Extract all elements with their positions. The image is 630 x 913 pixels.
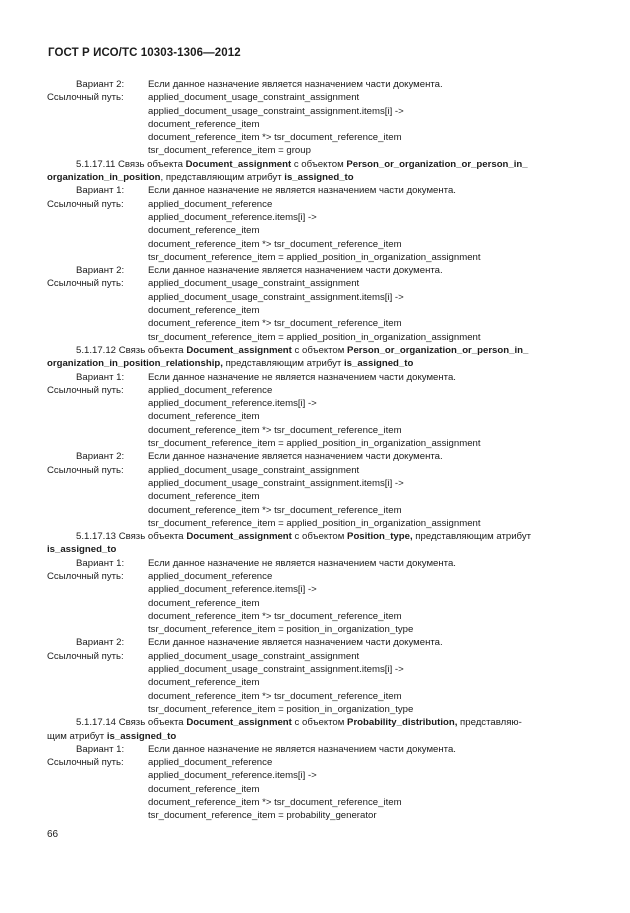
path-row xyxy=(47,623,587,636)
variant-row xyxy=(47,371,587,384)
heading-text: представляю- xyxy=(457,717,522,729)
variant-text: Если данное назначение является назначением части документа. xyxy=(148,265,443,277)
path-line: tsr_document_reference_item = applied_position_in_organization_assignment xyxy=(148,438,481,450)
path-row xyxy=(47,144,587,157)
path-line: applied_document_reference xyxy=(148,384,273,396)
sections-container xyxy=(47,158,587,823)
variant-label: Вариант 2: xyxy=(76,79,125,90)
entity-name: Position_type, xyxy=(347,531,413,543)
variant-label: Вариант 1: xyxy=(76,185,125,197)
path-line: applied_document_usage_constraint_assignment.items[i] -> xyxy=(148,291,404,303)
variant-label: Вариант 1: xyxy=(76,371,125,383)
path-line: applied_document_reference.items[i] -> xyxy=(148,211,317,223)
variant-row xyxy=(47,557,587,570)
path-line: applied_document_usage_constraint_assignment xyxy=(148,650,360,662)
path-line: applied_document_reference xyxy=(148,757,273,769)
heading-text: с объектом xyxy=(291,158,347,170)
path-row xyxy=(47,676,587,689)
path-line: tsr_document_reference_item = probability_generator xyxy=(148,810,377,822)
path-label: Ссылочный путь: xyxy=(47,278,124,290)
path-line: document_reference_item *> tsr_document_reference_item xyxy=(148,238,402,250)
path-line: tsr_document_reference_item = applied_position_in_organization_assignment xyxy=(148,517,481,529)
path-row xyxy=(47,410,587,423)
path-line: document_reference_item *> tsr_document_reference_item xyxy=(148,797,402,809)
path-row xyxy=(47,796,587,809)
variant-row xyxy=(47,450,587,463)
path-row xyxy=(47,198,587,211)
entity-name: is_assigned_to xyxy=(47,544,117,556)
variant-text: Если данное назначение является назначением части документа. xyxy=(148,451,443,463)
path-line: document_reference_item xyxy=(148,491,260,503)
path-line: applied_document_reference.items[i] -> xyxy=(148,770,317,782)
path-line: document_reference_item xyxy=(148,118,260,130)
path-row xyxy=(47,464,587,477)
section-heading-continued xyxy=(47,730,587,743)
path-line: document_reference_item *> tsr_document_reference_item xyxy=(148,610,402,622)
section-number: 5.1.17.12 xyxy=(76,344,117,356)
path-row xyxy=(47,91,587,104)
entity-name: Probability_distribution, xyxy=(347,717,458,729)
path-row xyxy=(47,703,587,716)
heading-text: Связь объекта xyxy=(118,531,187,543)
path-row xyxy=(47,783,587,796)
heading-text: Связь объекта xyxy=(117,158,186,170)
path-row xyxy=(47,570,587,583)
entity-name: organization_in_position xyxy=(47,172,161,184)
variant-block xyxy=(47,78,587,158)
entity-name: Document_assignment xyxy=(186,344,292,356)
path-row xyxy=(47,397,587,410)
path-row xyxy=(47,224,587,237)
path-line: document_reference_item *> tsr_document_reference_item xyxy=(148,690,402,702)
path-row xyxy=(47,291,587,304)
path-row xyxy=(47,756,587,769)
path-row xyxy=(47,384,587,397)
path-line: document_reference_item xyxy=(148,225,260,237)
entity-name: Document_assignment xyxy=(186,531,292,543)
section-heading-continued xyxy=(47,171,587,184)
path-row xyxy=(47,437,587,450)
path-line: document_reference_item xyxy=(148,677,260,689)
variant-text: Если данное назначение не является назначением части документа. xyxy=(148,743,456,755)
path-label: Ссылочный путь: xyxy=(47,757,124,769)
path-line: document_reference_item *> tsr_document_reference_item xyxy=(148,318,402,330)
document-body xyxy=(47,78,587,823)
path-row xyxy=(47,597,587,610)
section xyxy=(47,158,587,344)
path-line: applied_document_usage_constraint_assignment.items[i] -> xyxy=(148,105,404,117)
section xyxy=(47,344,587,530)
path-row xyxy=(47,331,587,344)
heading-text: с объектом xyxy=(291,344,348,356)
path-row xyxy=(47,211,587,224)
path-row xyxy=(47,769,587,782)
entity-name: is_assigned_to xyxy=(106,730,177,742)
heading-text: Связь объекта xyxy=(118,344,187,356)
entity-name: organization_in_position_relationship, xyxy=(47,358,223,370)
heading-text: , представляющим атрибут xyxy=(160,172,285,184)
section-heading xyxy=(47,530,587,543)
variant-text: Если данное назначение не является назначением части документа. xyxy=(148,557,456,569)
path-label: Ссылочный путь: xyxy=(47,650,124,662)
path-label: Ссылочный путь: xyxy=(47,384,124,396)
section xyxy=(47,716,587,822)
path-row xyxy=(47,490,587,503)
path-row xyxy=(47,317,587,330)
variant-text: Если данное назначение является назначением части документа. xyxy=(148,637,443,649)
section-heading-continued xyxy=(47,543,587,556)
path-row xyxy=(47,583,587,596)
entity-name: Document_assignment xyxy=(186,717,292,729)
variant-label: Вариант 1: xyxy=(76,557,125,569)
variant-label: Вариант 1: xyxy=(76,743,125,755)
variant-label: Вариант 2: xyxy=(76,451,125,463)
variant-text: Если данное назначение не является назначением части документа. xyxy=(148,185,456,197)
section-number: 5.1.17.13 xyxy=(76,531,117,543)
variant-row xyxy=(47,264,587,277)
path-line: applied_document_usage_constraint_assignment xyxy=(148,278,360,290)
path-line: document_reference_item xyxy=(148,305,260,317)
path-row xyxy=(47,477,587,490)
path-line: applied_document_usage_constraint_assignment.items[i] -> xyxy=(148,477,404,489)
path-line: tsr_document_reference_item = position_in_organization_type xyxy=(148,703,414,715)
path-line: tsr_document_reference_item = applied_position_in_organization_assignment xyxy=(148,331,481,343)
path-row xyxy=(47,105,587,118)
path-line: applied_document_reference xyxy=(148,198,273,210)
section-number: 5.1.17.14 xyxy=(76,717,117,729)
variant-row xyxy=(47,184,587,197)
path-row xyxy=(47,650,587,663)
heading-text: Связь объекта xyxy=(118,717,187,729)
variant-text: Если данное назначение является назначением части документа. xyxy=(148,79,443,90)
variant-label: Вариант 2: xyxy=(76,265,125,277)
path-row xyxy=(47,610,587,623)
path-label: Ссылочный путь: xyxy=(47,464,124,476)
path-line: document_reference_item *> tsr_document_reference_item xyxy=(148,424,402,436)
variant-row xyxy=(47,636,587,649)
path-row xyxy=(47,809,587,822)
path-label: Ссылочный путь: xyxy=(47,570,124,582)
path-line: applied_document_usage_constraint_assignment xyxy=(148,464,360,476)
section-number: 5.1.17.11 xyxy=(76,158,116,170)
entity-name: Document_assignment xyxy=(185,158,292,170)
section-heading-continued xyxy=(47,357,587,370)
variant-label: Вариант 2: xyxy=(76,637,125,649)
path-line: applied_document_usage_constraint_assignment xyxy=(148,92,360,104)
path-line: applied_document_reference xyxy=(148,570,273,582)
path-row xyxy=(47,304,587,317)
page-number: 66 xyxy=(47,829,59,840)
section-heading xyxy=(47,158,587,171)
heading-text: щим атрибут xyxy=(47,730,107,742)
path-line: document_reference_item *> tsr_document_reference_item xyxy=(148,504,402,516)
path-row xyxy=(47,131,587,144)
entity-name: Person_or_organization_or_person_in_ xyxy=(347,344,529,356)
document-header: ГОСТ Р ИСО/ТС 10303-1306—2012 xyxy=(48,47,241,59)
path-label: Ссылочный путь: xyxy=(47,92,124,104)
variant-row xyxy=(47,743,587,756)
path-line: document_reference_item xyxy=(148,597,260,609)
path-row xyxy=(47,504,587,517)
path-line: document_reference_item *> tsr_document_reference_item xyxy=(148,132,402,144)
path-row xyxy=(47,424,587,437)
path-line: applied_document_usage_constraint_assignment.items[i] -> xyxy=(148,664,404,676)
variant-row xyxy=(47,78,587,91)
path-row xyxy=(47,251,587,264)
heading-text: представляющим атрибут xyxy=(412,531,532,543)
path-line: tsr_document_reference_item = applied_position_in_organization_assignment xyxy=(148,251,481,263)
heading-text: с объектом xyxy=(291,531,348,543)
variant-text: Если данное назначение не является назначением части документа. xyxy=(148,371,456,383)
entity-name: is_assigned_to xyxy=(284,172,354,184)
heading-text: с объектом xyxy=(291,717,348,729)
path-line: document_reference_item xyxy=(148,411,260,423)
path-line: document_reference_item xyxy=(148,783,260,795)
path-row xyxy=(47,277,587,290)
path-row xyxy=(47,663,587,676)
entity-name: Person_or_organization_or_person_in_ xyxy=(346,158,528,170)
path-line: tsr_document_reference_item = position_in_organization_type xyxy=(148,624,414,636)
path-row xyxy=(47,118,587,131)
path-row xyxy=(47,238,587,251)
section-heading xyxy=(47,716,587,729)
heading-text: представляющим атрибут xyxy=(222,358,344,370)
path-row xyxy=(47,517,587,530)
path-line: tsr_document_reference_item = group xyxy=(148,145,311,157)
entity-name: is_assigned_to xyxy=(343,358,414,370)
section xyxy=(47,530,587,716)
path-line: applied_document_reference.items[i] -> xyxy=(148,584,317,596)
path-label: Ссылочный путь: xyxy=(47,198,124,210)
path-row xyxy=(47,690,587,703)
section-heading xyxy=(47,344,587,357)
path-line: applied_document_reference.items[i] -> xyxy=(148,398,317,410)
